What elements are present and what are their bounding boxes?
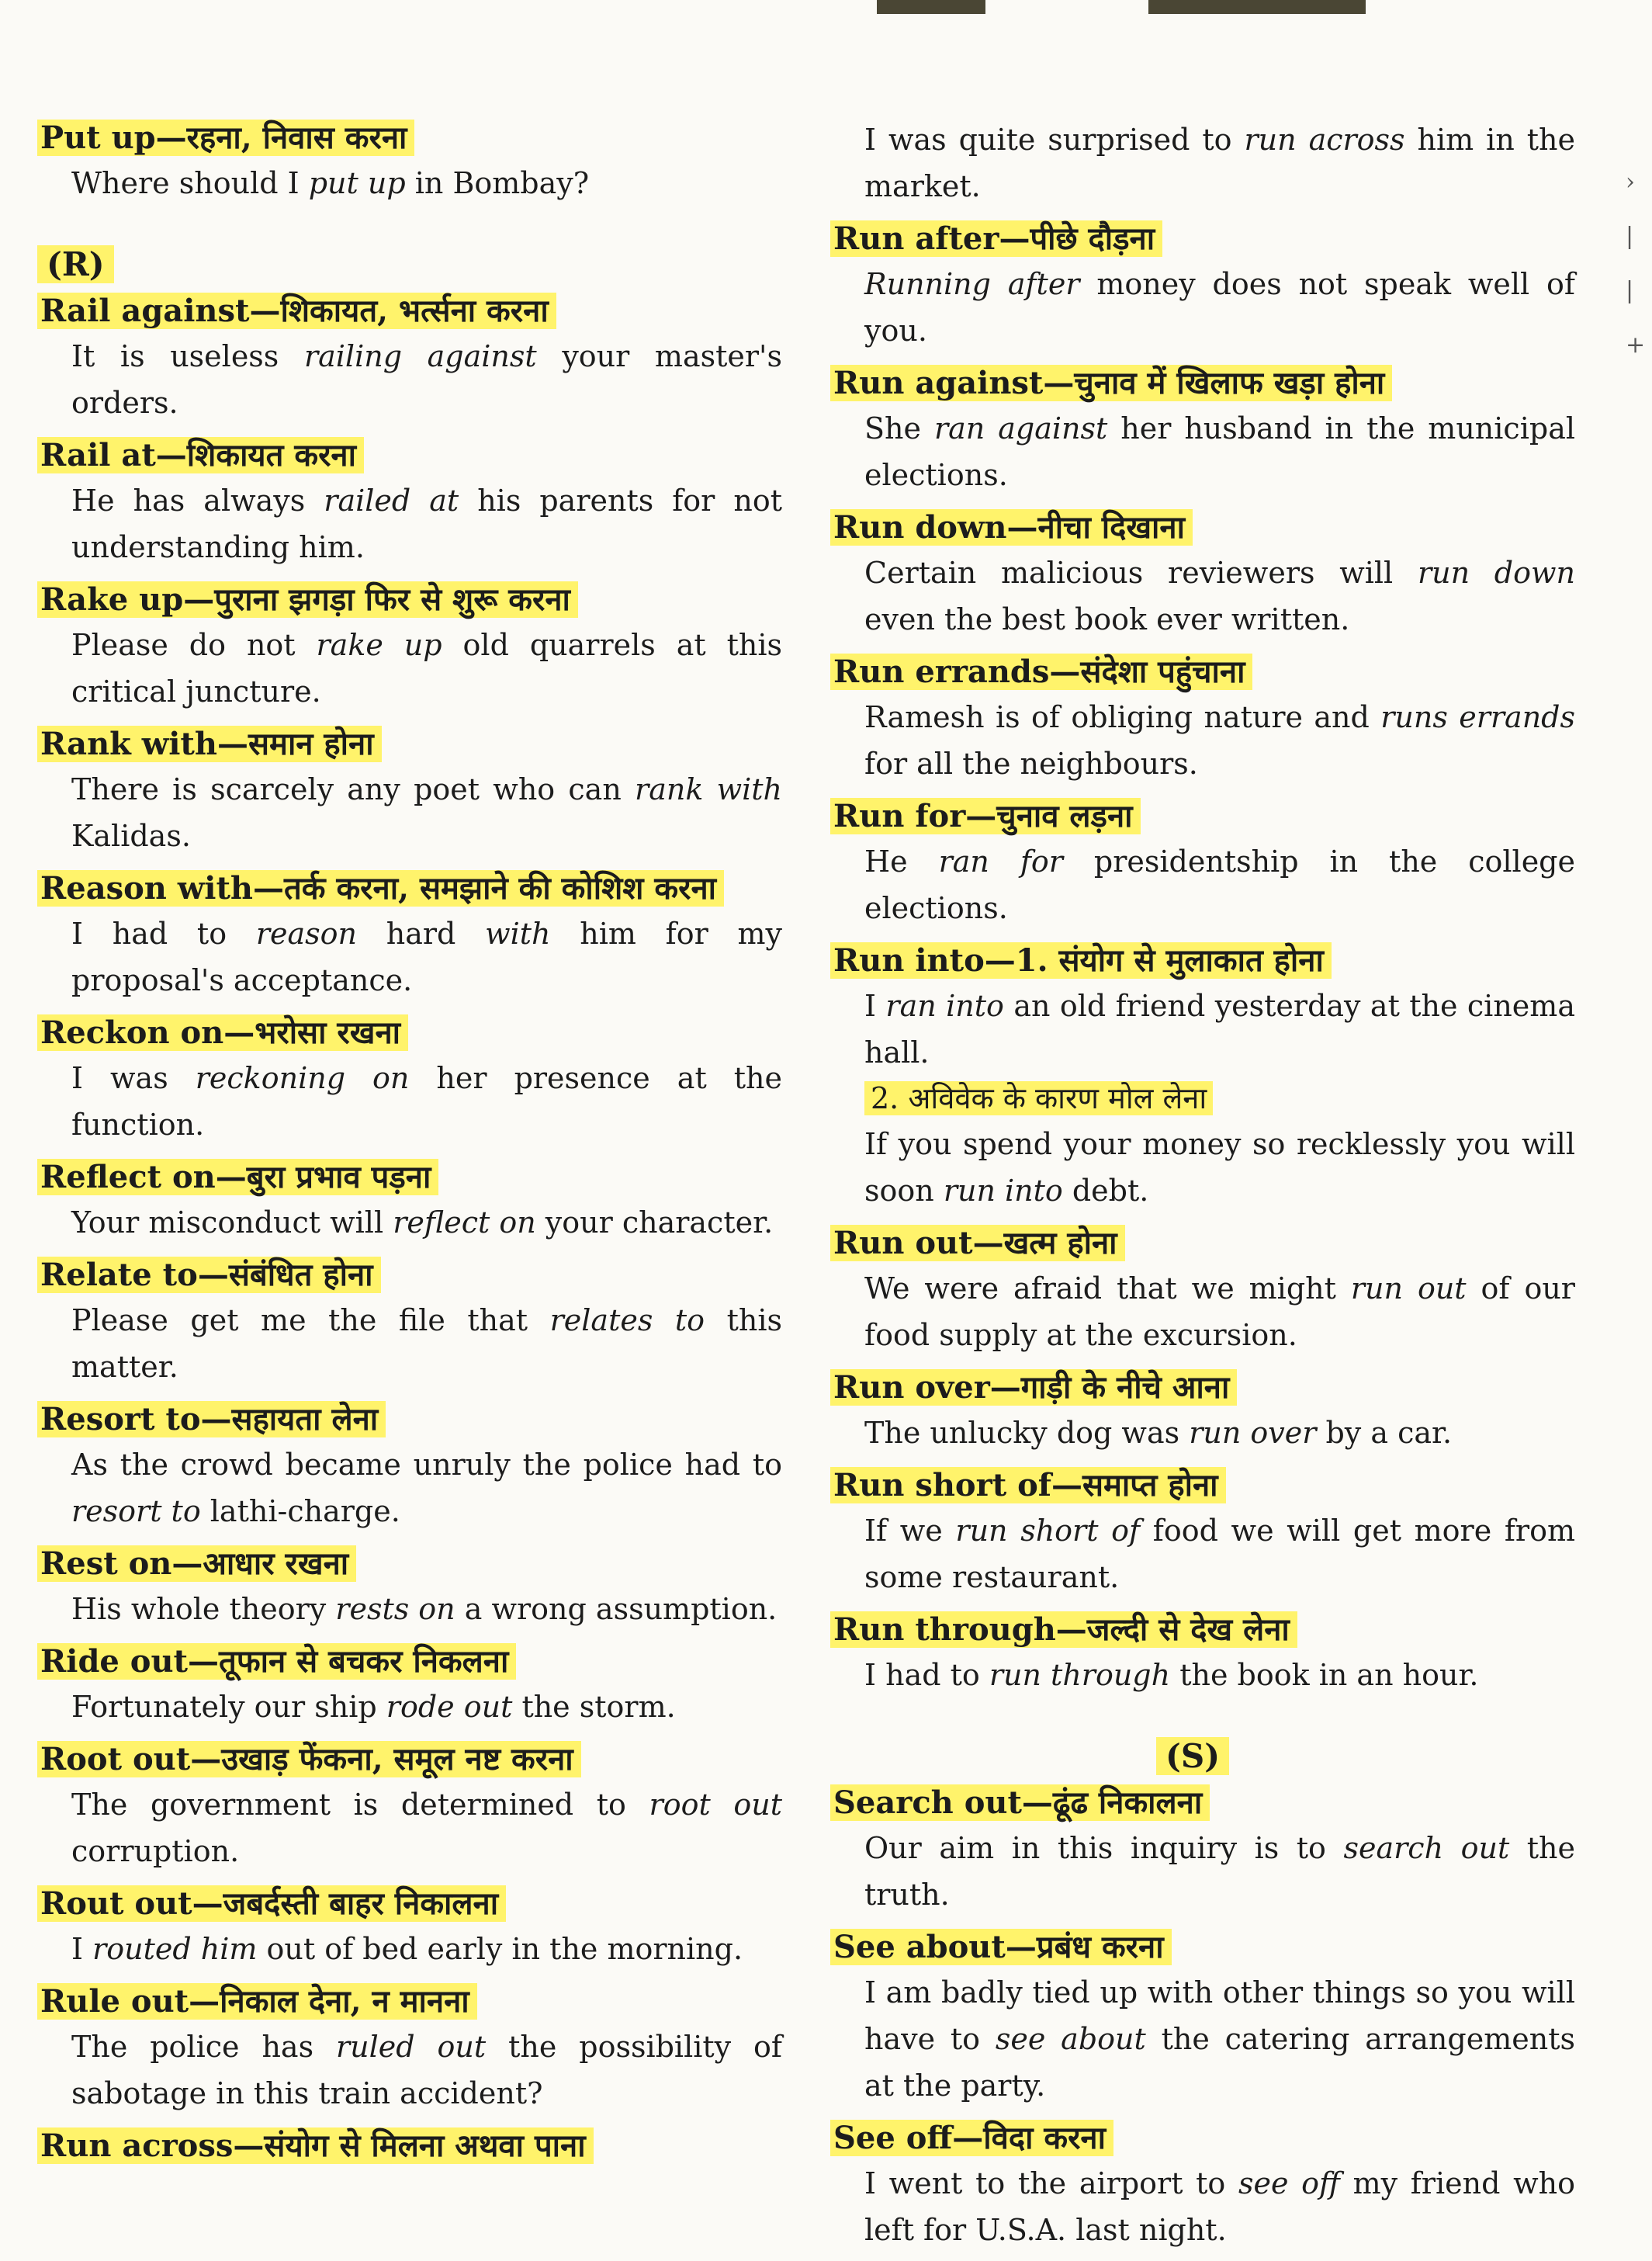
- idiom-heading-text: Rail at—शिकायत करना: [37, 437, 364, 473]
- phrase-in-use: railing against: [303, 339, 537, 373]
- idiom-heading: [37, 1254, 782, 1297]
- left-entries: [37, 290, 782, 2168]
- idiom-heading: [37, 578, 782, 622]
- sentence-text: the possibility of sabotage in this train accident?: [71, 2030, 782, 2110]
- phrase-in-use: ruled out: [336, 2030, 487, 2064]
- phrase-in-use: see about: [995, 2022, 1146, 2056]
- idiom-heading: [37, 290, 782, 333]
- right-entries-s: [830, 1781, 1575, 2253]
- idiom-heading-text: See about—प्रबंध करना: [830, 1929, 1172, 1965]
- idiom-heading-text: Run against—चुनाव में खिलाफ खड़ा होना: [830, 365, 1392, 401]
- sentence-text: There is scarcely any poet who can: [71, 772, 636, 806]
- sentence-text: her husband in the municipal elections.: [864, 411, 1575, 492]
- idiom-heading: [37, 2124, 782, 2168]
- left-column: [37, 116, 782, 2176]
- idiom-heading: [37, 867, 782, 910]
- sentence-text: him for my proposal's acceptance.: [71, 917, 782, 997]
- idiom-heading: [830, 650, 1575, 694]
- idiom-entry: [830, 116, 1575, 210]
- sentence-text: him in the market.: [864, 123, 1576, 203]
- sentence-text: hard: [357, 917, 486, 951]
- phrase-in-use: with: [485, 917, 551, 951]
- phrase-in-use: ran for: [938, 844, 1063, 879]
- sentence-text: I: [71, 1932, 93, 1966]
- phrase-in-use: run short of: [955, 1514, 1141, 1548]
- idiom-heading: [37, 1738, 782, 1781]
- sentence-text: his parents for not understanding him.: [71, 484, 782, 564]
- example-sentence: [37, 1297, 782, 1390]
- sentence-text: food we will get more from some restaurant.: [864, 1514, 1575, 1594]
- idiom-entry: [830, 650, 1575, 787]
- idiom-entry: [37, 1738, 782, 1874]
- idiom-heading: [830, 2117, 1575, 2160]
- idiom-entry: [830, 939, 1575, 1214]
- sentence-text: presidentship in the college elections.: [864, 844, 1575, 925]
- idiom-heading: [830, 506, 1575, 550]
- sentence-text: the storm.: [512, 1690, 676, 1724]
- sentence-text: her presence at the function.: [71, 1061, 782, 1142]
- example-sentence: [830, 1410, 1575, 1456]
- idiom-heading-text: Run after—पीछे दौड़ना: [830, 220, 1162, 257]
- sentence-text: old quarrels at this critical juncture.: [71, 628, 782, 709]
- phrase-in-use: rank with: [635, 772, 782, 806]
- idiom-entry: [37, 578, 782, 715]
- sentence-text: If we: [864, 1514, 956, 1548]
- sentence-text: Fortunately our ship: [71, 1690, 386, 1724]
- sentence-text: even the best book ever written.: [864, 602, 1350, 636]
- idiom-heading-text: Run out—खत्म होना: [830, 1225, 1125, 1261]
- example-sentence: [37, 1684, 782, 1730]
- example-sentence: [830, 550, 1575, 643]
- idiom-entry: [37, 1011, 782, 1148]
- sentence-text: I went to the airport to: [864, 2166, 1238, 2200]
- sentence-text: Our aim in this inquiry is to: [864, 1831, 1344, 1865]
- idiom-heading: [37, 723, 782, 766]
- sentence-text: debt.: [1062, 1174, 1149, 1208]
- idiom-entry: [37, 723, 782, 859]
- section-heading-r: (R): [37, 245, 782, 283]
- example-sentence: [830, 694, 1575, 787]
- example-sentence: [37, 1441, 782, 1534]
- example-sentence: [37, 333, 782, 426]
- example-sentence: [37, 622, 782, 715]
- idiom-entry: [830, 217, 1575, 354]
- idiom-entry: [37, 1542, 782, 1632]
- idiom-heading: [37, 116, 782, 160]
- idiom-heading: [830, 1926, 1575, 1969]
- sentence-text: We were afraid that we might: [864, 1271, 1351, 1306]
- example-sentence: [830, 405, 1575, 498]
- example-sentence: [37, 2023, 782, 2117]
- sentence-text: your master's orders.: [71, 339, 782, 420]
- phrase-in-use: rests on: [335, 1592, 455, 1626]
- example-sentence: [37, 910, 782, 1004]
- sentence-text: Please do not: [71, 628, 317, 662]
- sentence-text: the catering arrangements at the party.: [864, 2022, 1575, 2103]
- idiom-heading-text: Rule out—निकाल देना, न मानना: [37, 1983, 477, 2020]
- idiom-heading-text: Rail against—शिकायत, भर्त्सना करना: [37, 293, 556, 329]
- idiom-entry: [830, 1608, 1575, 1698]
- idiom-heading-text: Run across—संयोग से मिलना अथवा पाना: [37, 2127, 594, 2164]
- phrase-in-use: rode out: [386, 1690, 513, 1724]
- sentence-text: He has always: [71, 484, 324, 518]
- idiom-heading: [37, 1398, 782, 1441]
- idiom-entry: [37, 1640, 782, 1730]
- phrase-in-use: runs errands: [1380, 700, 1575, 734]
- idiom-heading-text: Run over—गाड़ी के नीचे आना: [830, 1369, 1237, 1406]
- idiom-heading-text: Run into—1. संयोग से मुलाकात होना: [830, 942, 1332, 979]
- sentence-text: money does not speak well of you.: [864, 267, 1575, 348]
- idiom-heading-text: Rank with—समान होना: [37, 726, 382, 762]
- idiom-heading: [830, 1781, 1575, 1825]
- phrase-in-use: run into: [943, 1174, 1063, 1208]
- idiom-entry: [37, 1398, 782, 1534]
- sentence-text: in Bombay?: [405, 166, 590, 200]
- idiom-entry: [37, 1882, 782, 1972]
- sentence-text: It is useless: [71, 339, 304, 373]
- idiom-entry: [37, 434, 782, 570]
- sentence-text: of our food supply at the excursion.: [864, 1271, 1575, 1352]
- example-sentence: [830, 116, 1575, 210]
- sentence-text: your character.: [535, 1205, 774, 1240]
- idiom-heading-text: Run for—चुनाव लड़ना: [830, 798, 1141, 834]
- right-column: [830, 116, 1575, 2261]
- phrase-in-use: run out: [1350, 1271, 1467, 1306]
- phrase-in-use: reflect on: [393, 1205, 536, 1240]
- idiom-sub-meaning-text: 2. अविवेक के कारण मोल लेना: [864, 1081, 1213, 1115]
- idiom-heading: [830, 1608, 1575, 1652]
- idiom-entry: [830, 1926, 1575, 2109]
- margin-marks: › | | +: [1626, 168, 1646, 359]
- sentence-text: Certain malicious reviewers will: [864, 556, 1418, 590]
- idiom-heading-text: Search out—ढूंढ निकालना: [830, 1784, 1210, 1821]
- phrase-in-use: run across: [1244, 123, 1405, 157]
- idiom-heading-text: Resort to—सहायता लेना: [37, 1401, 386, 1437]
- phrase-in-use: run down: [1417, 556, 1575, 590]
- sentence-text: He: [864, 844, 939, 879]
- sentence-text: Where should I: [71, 166, 309, 200]
- idiom-heading-text: Ride out—तूफान से बचकर निकलना: [37, 1643, 516, 1680]
- idiom-heading: [830, 1366, 1575, 1410]
- example-sentence: [830, 1121, 1575, 1214]
- idiom-heading-text: Reckon on—भरोसा रखना: [37, 1014, 408, 1051]
- sentence-text: this matter.: [71, 1303, 782, 1384]
- phrase-in-use: put up: [308, 166, 406, 200]
- idiom-heading: [37, 1156, 782, 1199]
- sentence-text: the book in an hour.: [1170, 1658, 1479, 1692]
- idiom-heading: [37, 1640, 782, 1684]
- example-sentence: [37, 1926, 782, 1972]
- example-sentence: [830, 1825, 1575, 1918]
- example-sentence: [37, 477, 782, 570]
- example-sentence: [37, 160, 782, 206]
- example-sentence: [37, 1055, 782, 1148]
- idiom-entry: [37, 867, 782, 1004]
- idiom-entry: [830, 362, 1575, 498]
- idiom-heading: [37, 1980, 782, 2023]
- sentence-text: The police has: [71, 2030, 336, 2064]
- idiom-heading: [37, 1882, 782, 1926]
- sentence-text: by a car.: [1316, 1416, 1453, 1450]
- sentence-text: I am badly tied up with other things so you will have to: [864, 1975, 1575, 2056]
- idiom-heading-text: Rout out—जबर्दस्ती बाहर निकालना: [37, 1885, 506, 1922]
- idiom-entry: [830, 1464, 1575, 1600]
- example-sentence: [37, 1199, 782, 1246]
- sentence-text: I had to: [71, 917, 256, 951]
- idiom-heading-text: Run errands—संदेशा पहुंचाना: [830, 654, 1252, 690]
- idiom-heading: [830, 939, 1575, 983]
- sentence-text: my friend who left for U.S.A. last night.: [864, 2166, 1575, 2247]
- sentence-text: out of bed early in the morning.: [257, 1932, 743, 1966]
- idiom-heading: [37, 1542, 782, 1586]
- sentence-text: a wrong assumption.: [455, 1592, 778, 1626]
- example-sentence: [37, 1586, 782, 1632]
- phrase-in-use: ran into: [885, 989, 1004, 1023]
- example-sentence: [830, 838, 1575, 931]
- phrase-in-use: routed him: [92, 1932, 258, 1966]
- section-heading-s: (S): [830, 1737, 1575, 1775]
- sentence-text: She: [864, 411, 934, 446]
- idiom-heading-text: Reflect on—बुरा प्रभाव पड़ना: [37, 1159, 438, 1195]
- sentence-text: I was quite surprised to: [864, 123, 1245, 157]
- idiom-heading: [830, 1464, 1575, 1507]
- idiom-heading-text: Run short of—समाप्त होना: [830, 1467, 1226, 1503]
- phrase-in-use: reckoning on: [195, 1061, 410, 1095]
- idiom-entry: [830, 1366, 1575, 1456]
- phrase-in-use: resort to: [71, 1494, 201, 1528]
- example-sentence: [37, 766, 782, 859]
- idiom-entry: [830, 1222, 1575, 1358]
- sentence-text: an old friend yesterday at the cinema hall.: [864, 989, 1575, 1070]
- phrase-in-use: see off: [1238, 2166, 1340, 2200]
- phrase-in-use: run through: [989, 1658, 1171, 1692]
- sentence-text: I had to: [864, 1658, 989, 1692]
- idiom-entry: [37, 1156, 782, 1246]
- phrase-in-use: relates to: [549, 1303, 705, 1337]
- idiom-heading: [830, 795, 1575, 838]
- example-sentence: [830, 1507, 1575, 1600]
- right-first-entries: [830, 116, 1575, 210]
- idiom-heading: [37, 434, 782, 477]
- right-entries-r: [830, 217, 1575, 1698]
- phrase-in-use: Running after: [864, 267, 1080, 301]
- sentence-text: His whole theory: [71, 1592, 336, 1626]
- idiom-heading-text: See off—विदा करना: [830, 2120, 1113, 2156]
- sentence-text: I was: [71, 1061, 196, 1095]
- sentence-text: As the crowd became unruly the police had to: [71, 1448, 782, 1482]
- sentence-text: Ramesh is of obliging nature and: [864, 700, 1381, 734]
- sentence-text: The government is determined to: [71, 1788, 649, 1822]
- idiom-heading-text: Run down—नीचा दिखाना: [830, 509, 1193, 546]
- idiom-heading-text: Put up—रहना, निवास करना: [37, 120, 414, 156]
- sentence-text: the truth.: [864, 1831, 1575, 1912]
- idiom-heading-text: Run through—जल्दी से देख लेना: [830, 1611, 1297, 1648]
- idiom-entry: [830, 506, 1575, 643]
- sentence-text: The unlucky dog was: [864, 1416, 1190, 1450]
- idiom-sub-meaning: [830, 1076, 1575, 1121]
- idiom-entry: [37, 1980, 782, 2117]
- phrase-in-use: rake up: [316, 628, 442, 662]
- top-edge-artifact: [877, 0, 985, 14]
- sentence-text: corruption.: [71, 1834, 240, 1868]
- example-sentence: [830, 983, 1575, 1076]
- sentence-text: for all the neighbours.: [864, 747, 1198, 781]
- idiom-heading-text: Rest on—आधार रखना: [37, 1545, 356, 1582]
- example-sentence: [37, 1781, 782, 1874]
- phrase-in-use: railed at: [324, 484, 459, 518]
- example-sentence: [830, 1652, 1575, 1698]
- idiom-heading: [830, 362, 1575, 405]
- top-edge-artifact: [1148, 0, 1366, 14]
- idiom-heading: [37, 1011, 782, 1055]
- example-sentence: [830, 2160, 1575, 2253]
- example-sentence: [830, 1265, 1575, 1358]
- idiom-entry: [830, 795, 1575, 931]
- left-first-entries: [37, 116, 782, 206]
- idiom-entry: [37, 2124, 782, 2168]
- idiom-heading: [830, 1222, 1575, 1265]
- example-sentence: [830, 261, 1575, 354]
- phrase-in-use: search out: [1343, 1831, 1510, 1865]
- sentence-text: lathi-charge.: [200, 1494, 400, 1528]
- idiom-entry: [37, 1254, 782, 1390]
- phrase-in-use: root out: [649, 1788, 782, 1822]
- idiom-entry: [37, 116, 782, 206]
- sentence-text: Kalidas.: [71, 819, 191, 853]
- sentence-text: If you spend your money so recklessly you will soon: [864, 1127, 1575, 1208]
- idiom-heading-text: Rake up—पुराना झगड़ा फिर से शुरू करना: [37, 581, 578, 618]
- sentence-text: I: [864, 989, 886, 1023]
- phrase-in-use: reason: [255, 917, 357, 951]
- phrase-in-use: ran against: [933, 411, 1108, 446]
- idiom-heading-text: Reason with—तर्क करना, समझाने की कोशिश करना: [37, 870, 724, 907]
- sentence-text: Please get me the file that: [71, 1303, 550, 1337]
- idiom-heading-text: Root out—उखाड़ फेंकना, समूल नष्ट करना: [37, 1741, 581, 1777]
- idiom-entry: [830, 1781, 1575, 1918]
- idiom-entry: [37, 290, 782, 426]
- idiom-entry: [830, 2117, 1575, 2253]
- idiom-heading: [830, 217, 1575, 261]
- phrase-in-use: run over: [1189, 1416, 1317, 1450]
- example-sentence: [830, 1969, 1575, 2109]
- sentence-text: Your misconduct will: [71, 1205, 393, 1240]
- idiom-heading-text: Relate to—संबंधित होना: [37, 1257, 381, 1293]
